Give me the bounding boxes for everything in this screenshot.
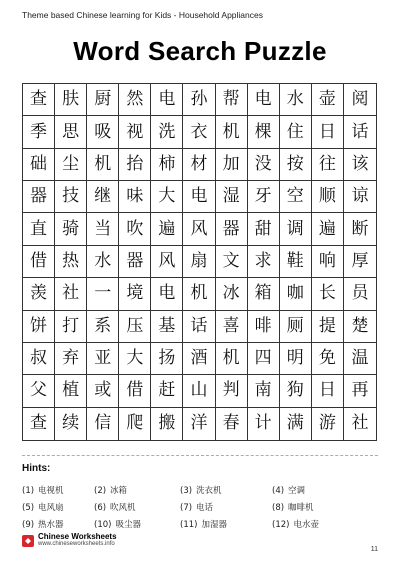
grid-cell: 直 (23, 213, 55, 245)
grid-cell: 往 (312, 149, 344, 181)
grid-cell: 水 (87, 246, 119, 278)
grid-cell: 断 (344, 213, 376, 245)
grid-cell: 植 (55, 375, 87, 407)
hint-word: 电风扇 (38, 503, 64, 513)
grid-cell: 继 (87, 181, 119, 213)
hint-word: 吹风机 (110, 503, 136, 513)
grid-cell: 求 (248, 246, 280, 278)
grid-cell: 喜 (216, 311, 248, 343)
grid-cell: 信 (87, 408, 119, 440)
grid-cell: 吹 (119, 213, 151, 245)
grid-cell: 打 (55, 311, 87, 343)
hint-item (180, 484, 272, 496)
grid-cell: 长 (312, 278, 344, 310)
grid-cell: 冰 (216, 278, 248, 310)
divider (22, 455, 378, 456)
hint-word: 冰箱 (110, 486, 128, 496)
grid-cell: 阅 (344, 84, 376, 116)
grid-cell: 住 (280, 116, 312, 148)
grid-cell: 再 (344, 375, 376, 407)
grid-cell: 器 (23, 181, 55, 213)
grid-cell: 日 (312, 375, 344, 407)
grid-cell: 衣 (183, 116, 215, 148)
grid-cell: 洋 (183, 408, 215, 440)
grid-cell: 员 (344, 278, 376, 310)
grid-cell: 话 (344, 116, 376, 148)
hint-word: 热水器 (38, 520, 64, 530)
grid-cell: 楚 (344, 311, 376, 343)
grid-cell: 搬 (151, 408, 183, 440)
grid-cell: 顺 (312, 181, 344, 213)
grid-cell: 判 (216, 375, 248, 407)
grid-cell: 机 (183, 278, 215, 310)
grid-cell: 话 (183, 311, 215, 343)
word-search-grid (22, 83, 377, 441)
grid-cell: 查 (23, 84, 55, 116)
grid-cell: 骑 (55, 213, 87, 245)
hints-title: Hints: (22, 463, 51, 474)
grid-cell: 叔 (23, 343, 55, 375)
grid-cell: 甜 (248, 213, 280, 245)
hint-item (22, 501, 94, 513)
hint-number: (10) (94, 520, 112, 530)
grid-cell: 按 (280, 149, 312, 181)
grid-cell: 爬 (119, 408, 151, 440)
grid-cell: 酒 (183, 343, 215, 375)
grid-cell: 计 (248, 408, 280, 440)
grid-cell: 湿 (216, 181, 248, 213)
hint-word: 洗衣机 (196, 486, 222, 496)
grid-cell: 赶 (151, 375, 183, 407)
hint-number: (1) (22, 486, 35, 496)
grid-cell: 视 (119, 116, 151, 148)
grid-cell: 风 (151, 246, 183, 278)
grid-cell: 系 (87, 311, 119, 343)
grid-cell: 扇 (183, 246, 215, 278)
hint-word: 电视机 (38, 486, 64, 496)
hint-item (272, 484, 372, 496)
grid-cell: 然 (119, 84, 151, 116)
grid-cell: 味 (119, 181, 151, 213)
grid-cell: 饼 (23, 311, 55, 343)
grid-cell: 该 (344, 149, 376, 181)
grid-cell: 借 (119, 375, 151, 407)
hint-number: (8) (272, 503, 285, 513)
hint-number: (12) (272, 520, 290, 530)
grid-cell: 鞋 (280, 246, 312, 278)
hint-word: 咖啡机 (288, 503, 314, 513)
grid-cell: 弃 (55, 343, 87, 375)
hint-item (180, 501, 272, 513)
grid-cell: 境 (119, 278, 151, 310)
hint-word: 电话 (196, 503, 214, 513)
grid-cell: 温 (344, 343, 376, 375)
grid-cell: 壶 (312, 84, 344, 116)
grid-cell: 尘 (55, 149, 87, 181)
grid-cell: 春 (216, 408, 248, 440)
grid-cell: 亚 (87, 343, 119, 375)
brand-name: Chinese Worksheets (38, 532, 117, 541)
grid-cell: 棵 (248, 116, 280, 148)
grid-cell: 大 (119, 343, 151, 375)
grid-cell: 机 (87, 149, 119, 181)
grid-cell: 思 (55, 116, 87, 148)
footer-logo (22, 533, 117, 549)
grid-cell: 或 (87, 375, 119, 407)
grid-cell: 四 (248, 343, 280, 375)
hint-word: 电水壶 (293, 520, 319, 530)
hint-item (94, 518, 180, 530)
grid-cell: 厨 (87, 84, 119, 116)
hint-item (22, 484, 94, 496)
grid-cell: 空 (280, 181, 312, 213)
grid-cell: 南 (248, 375, 280, 407)
grid-cell: 基 (151, 311, 183, 343)
grid-cell: 础 (23, 149, 55, 181)
grid-cell: 游 (312, 408, 344, 440)
grid-cell: 免 (312, 343, 344, 375)
grid-cell: 电 (248, 84, 280, 116)
grid-cell: 明 (280, 343, 312, 375)
hint-word: 吸尘器 (115, 520, 141, 530)
hint-item (22, 518, 94, 530)
grid-cell: 牙 (248, 181, 280, 213)
page-number: 11 (370, 546, 378, 553)
grid-cell: 父 (23, 375, 55, 407)
hint-number: (2) (94, 486, 107, 496)
grid-cell: 续 (55, 408, 87, 440)
grid-cell: 一 (87, 278, 119, 310)
grid-cell: 文 (216, 246, 248, 278)
grid-cell: 山 (183, 375, 215, 407)
hint-word: 加湿器 (201, 520, 227, 530)
hint-item (94, 484, 180, 496)
grid-cell: 提 (312, 311, 344, 343)
grid-cell: 季 (23, 116, 55, 148)
logo-icon (22, 535, 34, 547)
grid-cell: 机 (216, 116, 248, 148)
grid-cell: 孙 (183, 84, 215, 116)
grid-cell: 调 (280, 213, 312, 245)
grid-cell: 帮 (216, 84, 248, 116)
grid-cell: 谅 (344, 181, 376, 213)
grid-cell: 日 (312, 116, 344, 148)
grid-cell: 风 (183, 213, 215, 245)
grid-cell: 肤 (55, 84, 87, 116)
grid-cell: 咖 (280, 278, 312, 310)
grid-cell: 遍 (151, 213, 183, 245)
grid-cell: 当 (87, 213, 119, 245)
grid-cell: 啡 (248, 311, 280, 343)
grid-cell: 热 (55, 246, 87, 278)
hint-number: (6) (94, 503, 107, 513)
grid-cell: 吸 (87, 116, 119, 148)
hint-number: (7) (180, 503, 193, 513)
grid-cell: 材 (183, 149, 215, 181)
hint-item (94, 501, 180, 513)
hint-word: 空调 (288, 486, 306, 496)
grid-cell: 社 (351, 413, 369, 434)
grid-cell: 没 (248, 149, 280, 181)
grid-cell: 厕 (280, 311, 312, 343)
header-note: Theme based Chinese learning for Kids - Household Appliances (22, 10, 263, 20)
grid-cell: 社 (55, 278, 87, 310)
hint-number: (4) (272, 486, 285, 496)
grid-cell: 电 (151, 84, 183, 116)
hint-item (180, 518, 272, 530)
grid-cell: 电 (183, 181, 215, 213)
brand-url: www.chineseworksheets.info (38, 541, 115, 547)
grid-cell: 技 (55, 181, 87, 213)
grid-cell: 器 (119, 246, 151, 278)
grid-cell: 查 (23, 408, 55, 440)
grid-cell: 遍 (312, 213, 344, 245)
grid-cell: 响 (312, 246, 344, 278)
hint-item (272, 518, 372, 530)
hint-number: (3) (180, 486, 193, 496)
grid-cell: 器 (216, 213, 248, 245)
grid-cell: 扬 (151, 343, 183, 375)
grid-cell: 水 (280, 84, 312, 116)
grid-cell: 压 (119, 311, 151, 343)
page-title: Word Search Puzzle (73, 36, 327, 66)
grid-cell: 电 (151, 278, 183, 310)
grid-cell: 柿 (151, 149, 183, 181)
grid-cell: 羡 (23, 278, 55, 310)
grid-cell: 洗 (151, 116, 183, 148)
hint-number: (11) (180, 520, 198, 530)
hint-item (272, 501, 372, 513)
grid-cell: 借 (23, 246, 55, 278)
hint-number: (9) (22, 520, 35, 530)
grid-cell: 满 (280, 408, 312, 440)
hints-list (22, 484, 372, 530)
grid-cell: 大 (151, 181, 183, 213)
grid-cell: 厚 (344, 246, 376, 278)
grid-cell: 狗 (280, 375, 312, 407)
grid-cell: 抬 (119, 149, 151, 181)
grid-cell: 箱 (248, 278, 280, 310)
grid-cell: 机 (216, 343, 248, 375)
hint-number: (5) (22, 503, 35, 513)
grid-cell: 加 (216, 149, 248, 181)
